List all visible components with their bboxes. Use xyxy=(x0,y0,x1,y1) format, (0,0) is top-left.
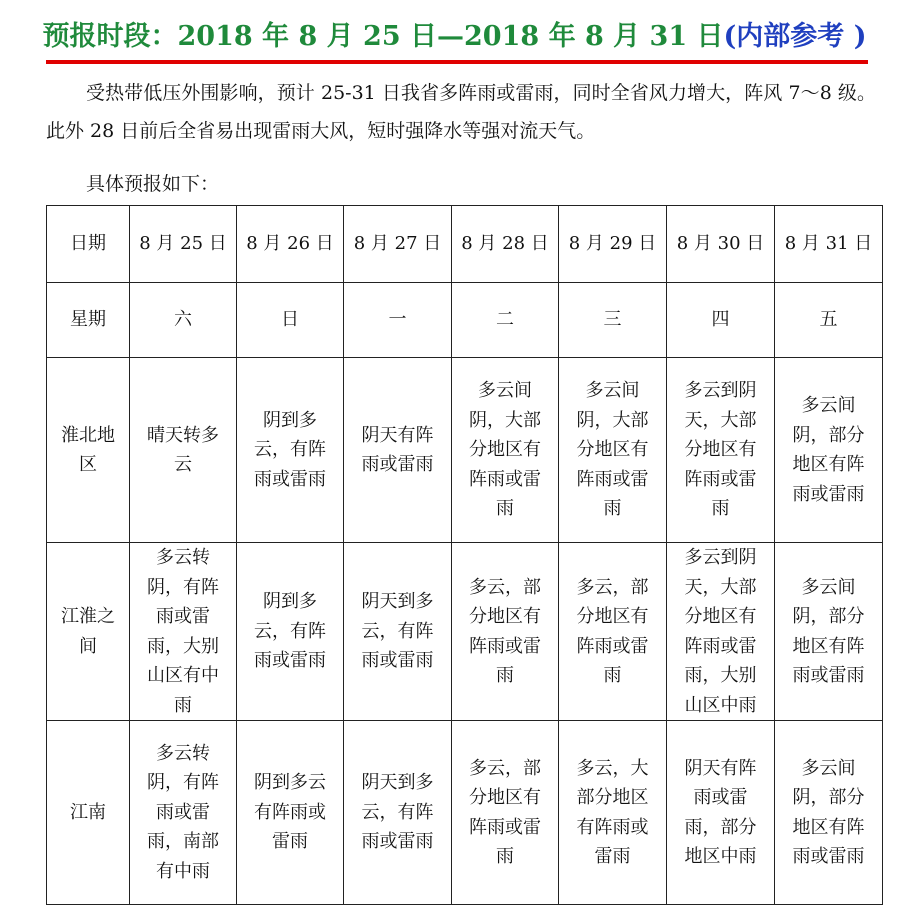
forecast-cell: 多云，部分地区有阵雨或雷雨 xyxy=(452,543,559,721)
forecast-title xyxy=(0,14,909,53)
weekday-cell: 二 xyxy=(452,283,559,358)
forecast-cell: 多云，部分地区有阵雨或雷雨 xyxy=(559,543,667,721)
weekday-cell: 三 xyxy=(559,283,667,358)
forecast-cell: 多云，大部分地区有阵雨或雷雨 xyxy=(559,721,667,905)
title-divider xyxy=(46,60,868,64)
forecast-cell: 多云转阴，有阵雨或雷雨，大别山区有中雨 xyxy=(130,543,237,721)
forecast-cell: 阴天有阵雨或雷雨，部分地区中雨 xyxy=(667,721,775,905)
region-name: 淮北地区 xyxy=(47,358,130,543)
date-cell: 8 月 29 日 xyxy=(559,206,667,283)
date-cell: 8 月 25 日 xyxy=(130,206,237,283)
date-cell: 8 月 26 日 xyxy=(237,206,344,283)
forecast-cell: 多云间阴，部分地区有阵雨或雷雨 xyxy=(775,358,883,543)
region-name: 江淮之间 xyxy=(47,543,130,721)
region-name: 江南 xyxy=(47,721,130,905)
date-cell: 8 月 31 日 xyxy=(775,206,883,283)
forecast-cell: 晴天转多云 xyxy=(130,358,237,543)
forecast-cell: 多云间阴，大部分地区有阵雨或雷雨 xyxy=(452,358,559,543)
region-row-jiangnan xyxy=(47,721,883,905)
date-row xyxy=(47,206,883,283)
region-row-huaibei xyxy=(47,358,883,543)
forecast-cell: 多云间阴，部分地区有阵雨或雷雨 xyxy=(775,721,883,905)
forecast-cell: 多云到阴天，大部分地区有阵雨或雷雨 xyxy=(667,358,775,543)
forecast-period-title: 预报时段：2018 年 8 月 25 日—2018 年 8 月 31 日 xyxy=(42,21,724,52)
weekday-row xyxy=(47,283,883,358)
weekday-cell: 四 xyxy=(667,283,775,358)
forecast-cell: 阴天有阵雨或雷雨 xyxy=(344,358,452,543)
forecast-cell: 多云转阴，有阵雨或雷雨，南部有中雨 xyxy=(130,721,237,905)
weekday-cell: 日 xyxy=(237,283,344,358)
weekday-label: 星期 xyxy=(47,283,130,358)
weekday-cell: 六 xyxy=(130,283,237,358)
region-row-jianghuai xyxy=(47,543,883,721)
forecast-table xyxy=(46,205,883,905)
forecast-cell: 阴到多云，有阵雨或雷雨 xyxy=(237,543,344,721)
date-cell: 8 月 30 日 xyxy=(667,206,775,283)
weekday-cell: 五 xyxy=(775,283,883,358)
forecast-cell: 多云，部分地区有阵雨或雷雨 xyxy=(452,721,559,905)
date-cell: 8 月 28 日 xyxy=(452,206,559,283)
date-label: 日期 xyxy=(47,206,130,283)
forecast-cell: 阴到多云有阵雨或雷雨 xyxy=(237,721,344,905)
forecast-cell: 阴到多云，有阵雨或雷雨 xyxy=(237,358,344,543)
summary-paragraph: 受热带低压外围影响，预计 25-31 日我省多阵雨或雷雨，同时全省风力增大，阵风 7～8 级。此外 28 日前后全省易出现雷雨大风，短时强降水等强对流天气。 xyxy=(46,82,876,142)
forecast-cell: 多云间阴，部分地区有阵雨或雷雨 xyxy=(775,543,883,721)
date-cell: 8 月 27 日 xyxy=(344,206,452,283)
detail-intro: 具体预报如下： xyxy=(86,173,220,195)
weekday-cell: 一 xyxy=(344,283,452,358)
forecast-cell: 阴天到多云，有阵雨或雷雨 xyxy=(344,543,452,721)
forecast-cell: 多云到阴天，大部分地区有阵雨或雷雨，大别山区中雨 xyxy=(667,543,775,721)
forecast-cell: 阴天到多云，有阵雨或雷雨 xyxy=(344,721,452,905)
internal-reference-tag: (内部参考 ) xyxy=(723,21,867,52)
forecast-cell: 多云间阴，大部分地区有阵雨或雷雨 xyxy=(559,358,667,543)
